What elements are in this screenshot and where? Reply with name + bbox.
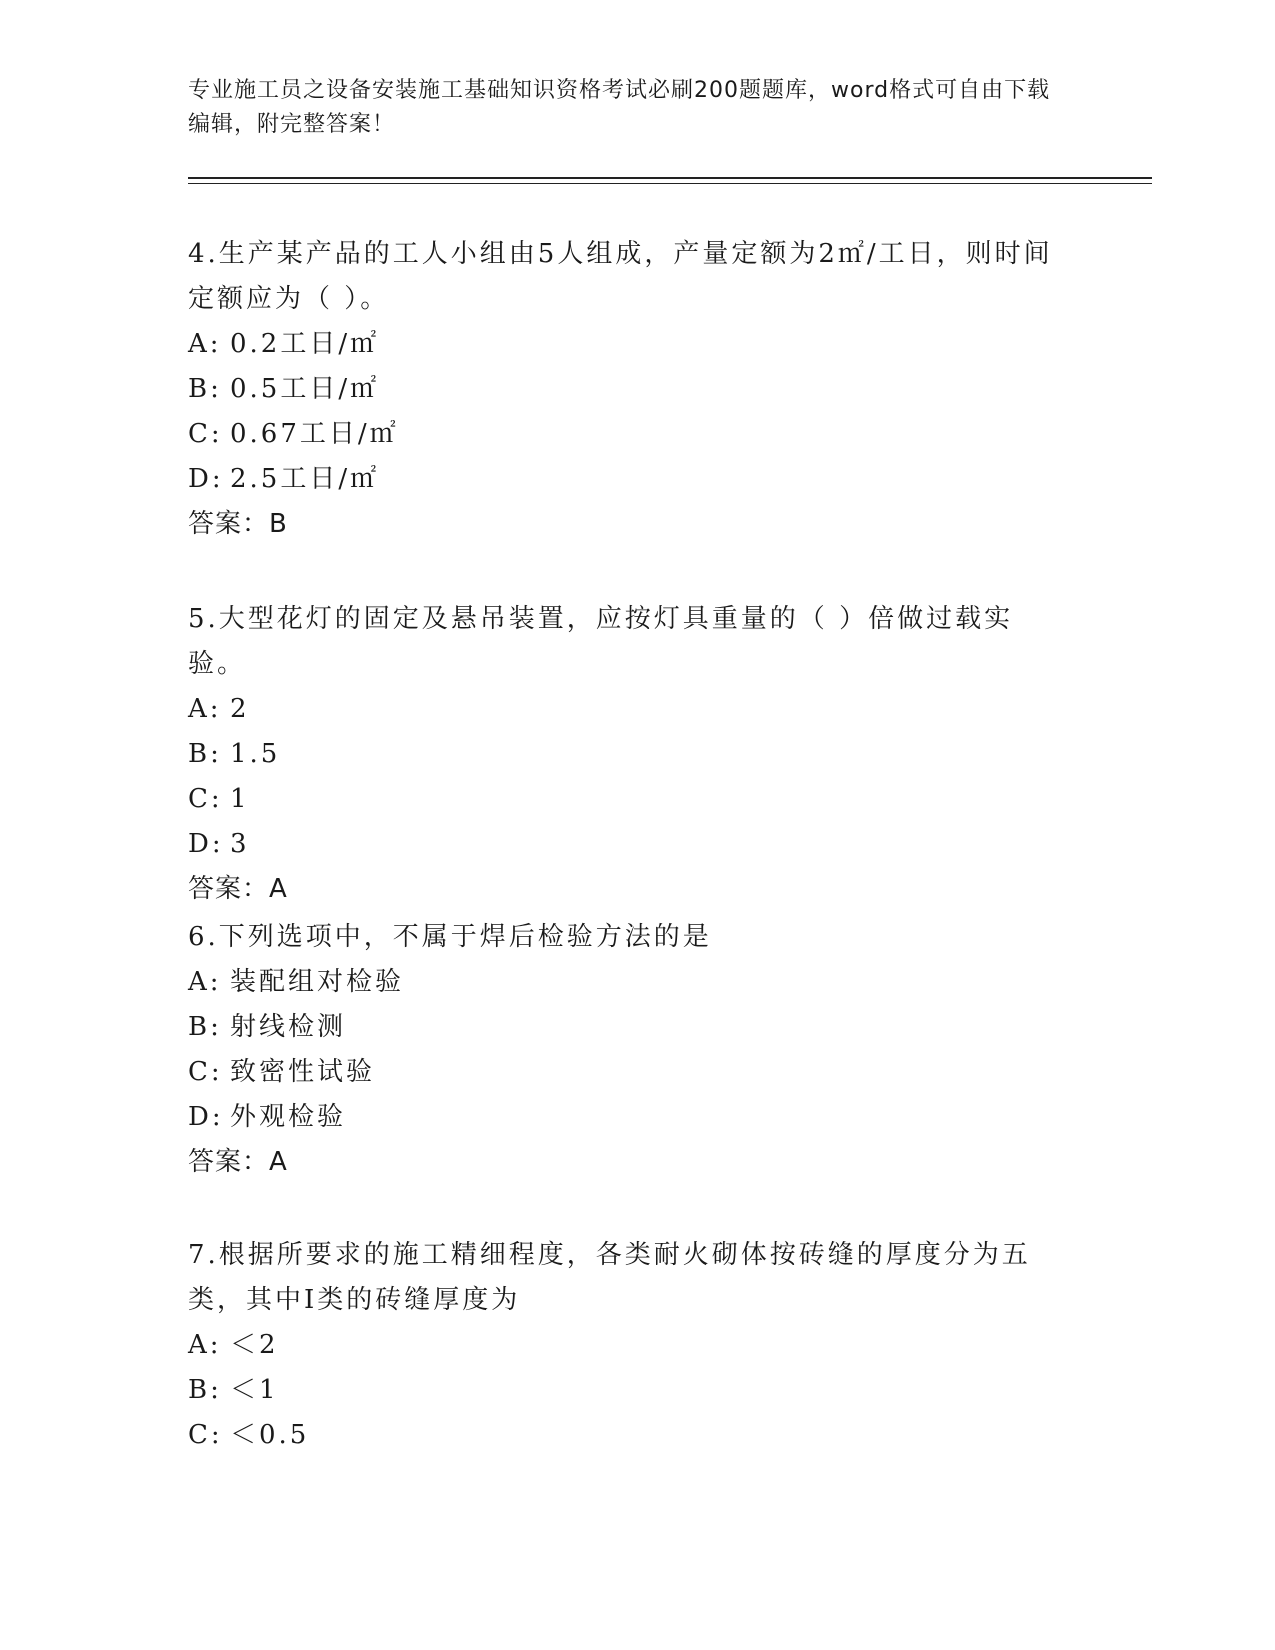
question-7	[188, 1233, 1068, 1458]
option-text: ＜1	[230, 1375, 279, 1405]
option-a	[188, 1323, 1068, 1368]
option-b	[188, 367, 1068, 412]
option-c	[188, 777, 1068, 822]
option-letter: D:	[188, 1102, 224, 1132]
option-b	[188, 1005, 1068, 1050]
header-divider	[188, 177, 1152, 179]
option-letter: D:	[188, 829, 224, 859]
option-text: 0.2工日/㎡	[230, 329, 380, 359]
option-text: 装配组对检验	[230, 967, 405, 997]
option-text: 3	[230, 829, 250, 859]
option-d	[188, 1095, 1068, 1140]
option-letter: B:	[188, 374, 222, 404]
option-b	[188, 1368, 1068, 1413]
option-text: 0.67工日/㎡	[230, 419, 399, 449]
option-letter: D:	[188, 464, 224, 494]
answer-line: 答案：A	[188, 874, 288, 904]
option-text: 2	[230, 694, 250, 724]
answer-line: 答案：B	[188, 509, 288, 539]
option-letter: A:	[188, 967, 222, 997]
option-d	[188, 457, 1068, 502]
option-letter: A:	[188, 329, 222, 359]
option-text: 1	[230, 784, 250, 814]
option-text: ＜0.5	[230, 1420, 310, 1450]
document-header: 专业施工员之设备安装施工基础知识资格考试必刷200题题库，word格式可自由下载编辑，附完整答案！	[188, 78, 1051, 137]
question-4	[188, 232, 1068, 547]
option-letter: C:	[188, 784, 223, 814]
option-c	[188, 1413, 1068, 1458]
question-stem: 7.根据所要求的施工精细程度，各类耐火砌体按砖缝的厚度分为五类，其中Ⅰ类的砖缝厚度为	[188, 1240, 1031, 1315]
option-text: 1.5	[230, 739, 281, 769]
option-letter: B:	[188, 739, 222, 769]
option-b	[188, 732, 1068, 777]
option-text: 射线检测	[230, 1012, 347, 1042]
option-letter: B:	[188, 1375, 222, 1405]
option-text: 0.5工日/㎡	[230, 374, 380, 404]
option-text: 外观检验	[230, 1102, 347, 1132]
option-text: ＜2	[230, 1330, 279, 1360]
option-a	[188, 687, 1068, 732]
option-letter: C:	[188, 1057, 223, 1087]
question-stem: 5.大型花灯的固定及悬吊装置，应按灯具重量的（ ）倍做过载实验。	[188, 604, 1014, 679]
option-letter: C:	[188, 419, 223, 449]
option-letter: A:	[188, 1330, 222, 1360]
header-divider-thin	[188, 183, 1152, 184]
option-text: 致密性试验	[230, 1057, 376, 1087]
option-letter: C:	[188, 1420, 223, 1450]
option-a	[188, 322, 1068, 367]
option-letter: A:	[188, 694, 222, 724]
option-text: 2.5工日/㎡	[230, 464, 380, 494]
question-6	[188, 915, 1068, 1185]
option-c	[188, 412, 1068, 457]
question-5	[188, 597, 1068, 912]
option-d	[188, 822, 1068, 867]
question-stem: 6.下列选项中，不属于焊后检验方法的是	[188, 922, 712, 952]
answer-line: 答案：A	[188, 1147, 288, 1177]
option-a	[188, 960, 1068, 1005]
question-stem: 4.生产某产品的工人小组由5人组成，产量定额为2㎡/工日，则时间定额应为（ ）。	[188, 239, 1053, 314]
option-c	[188, 1050, 1068, 1095]
option-letter: B:	[188, 1012, 222, 1042]
